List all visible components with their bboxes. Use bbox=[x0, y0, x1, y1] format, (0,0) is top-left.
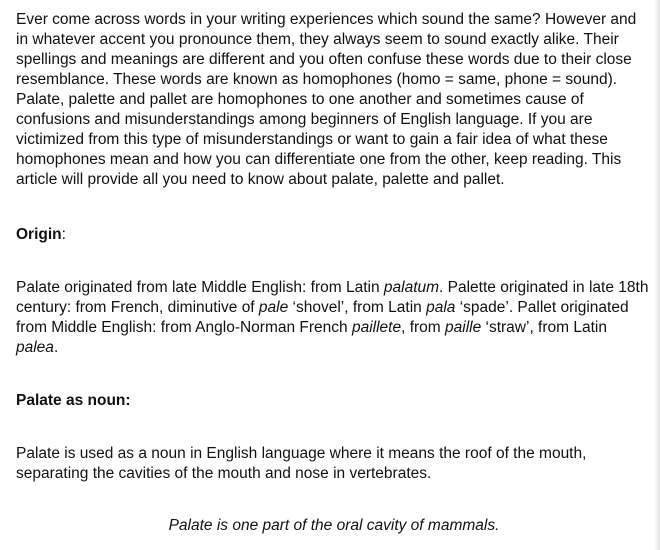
origin-text: . bbox=[53, 339, 59, 356]
page-edge-shadow bbox=[654, 0, 660, 550]
origin-text: , from bbox=[401, 319, 446, 336]
origin-heading-colon: : bbox=[61, 226, 66, 243]
origin-paragraph bbox=[16, 278, 652, 358]
origin-text: Palate originated from late Middle English: from Latin bbox=[16, 279, 384, 296]
origin-text: ‘shovel’, from Latin bbox=[288, 299, 427, 316]
palate-noun-heading: Palate as noun: bbox=[16, 392, 131, 409]
origin-text: ‘spade’. Pallet originated from Middle English: from Anglo-Norman French bbox=[16, 299, 629, 336]
palate-noun-paragraph: Palate is used as a noun in English language where it means the roof of the mouth, separating the cavities of the mouth and nose in vertebrates. bbox=[16, 445, 587, 482]
intro-paragraph: Ever come across words in your writing experiences which sound the same? However and in whatever accent you pronounce them, they always seem to sound exactly alike. Their spellings and meanings are different and you often confuse these words due to their close resemblance. These words are known as homophones (homo = same, phone = sound). Palate, palette and pallet are homophones to one another and sometimes cause of confusions and misunderstandings among beginners of English language. If you are victimized from this type of misunderstandings or want to gain a fair idea of what these homophones mean and how you can differentiate one from the other, keep reading. This article will provide all you need to know about palate, palette and pallet. bbox=[16, 11, 637, 188]
origin-term-palea: palea bbox=[16, 339, 54, 356]
origin-heading bbox=[16, 225, 66, 245]
origin-term-paille: paille bbox=[445, 319, 482, 336]
palate-example-sentence: Palate is one part of the oral cavity of mammals. bbox=[168, 517, 500, 534]
origin-term-pale: pale bbox=[258, 299, 289, 316]
origin-term-pala: pala bbox=[426, 299, 456, 316]
origin-text: ‘straw’, from Latin bbox=[481, 319, 607, 336]
origin-term-paillete: paillete bbox=[351, 319, 402, 336]
origin-text: . Palette originated in late 18th century: from French, diminutive of bbox=[16, 279, 649, 316]
origin-term-palatum: palatum bbox=[383, 279, 440, 296]
origin-heading-label: Origin bbox=[16, 226, 62, 243]
